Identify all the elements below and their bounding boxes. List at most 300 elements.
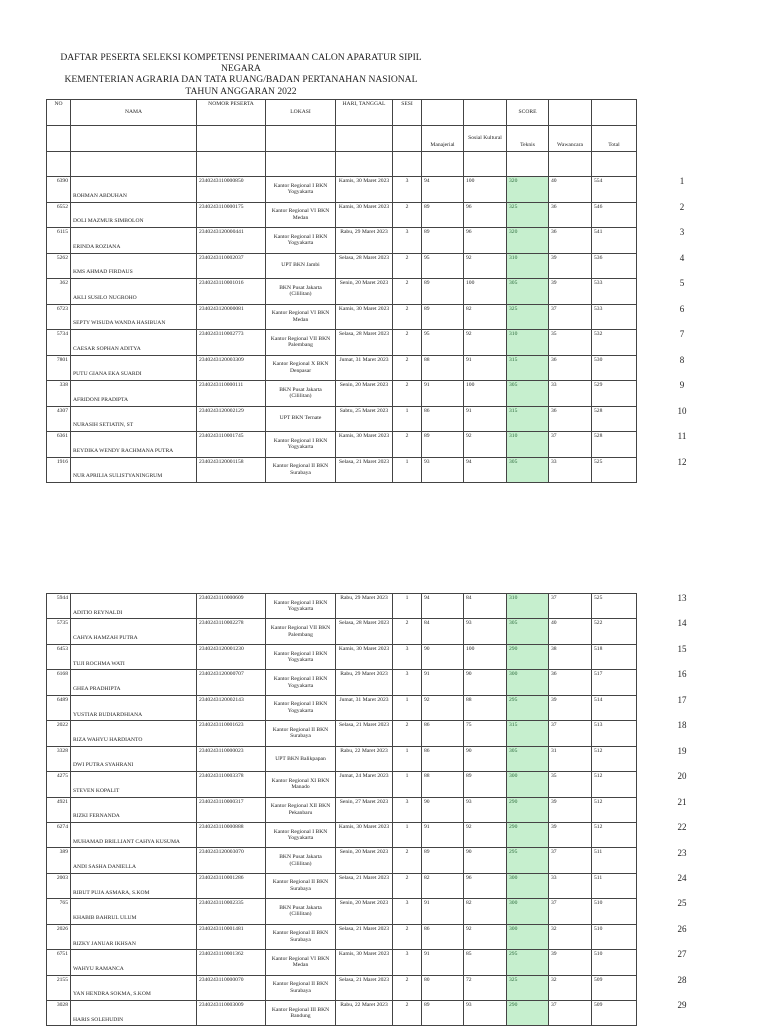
test-location: Kantor Regional I BKN Yogyakarta bbox=[266, 177, 336, 203]
table-row bbox=[47, 746, 637, 771]
score-total: 512 bbox=[592, 746, 637, 771]
score-teknis: 305 bbox=[507, 279, 549, 305]
participant-no: 6552 bbox=[47, 202, 71, 228]
score-total: 514 bbox=[592, 695, 637, 720]
test-location: BKN Pusat Jakarta (Cililitan) bbox=[266, 381, 336, 407]
participant-number: 2340243120002129 bbox=[197, 406, 266, 432]
score-wawancara: 40 bbox=[549, 619, 592, 644]
score-teknis: 300 bbox=[507, 772, 549, 797]
score-sosial-kultural: 100 bbox=[464, 381, 507, 407]
score-total: 512 bbox=[592, 797, 637, 822]
header-nomor-peserta: NOMOR PESERTA bbox=[197, 100, 266, 126]
score-manajerial: 89 bbox=[422, 1001, 464, 1026]
test-location: Kantor Regional I BKN Yogyakarta bbox=[266, 432, 336, 458]
test-date: Jumat, 24 Maret 2023 bbox=[336, 772, 393, 797]
participant-no: 4921 bbox=[47, 797, 71, 822]
test-session: 1 bbox=[393, 594, 422, 619]
score-manajerial: 84 bbox=[422, 619, 464, 644]
score-teknis: 300 bbox=[507, 924, 549, 949]
score-wawancara: 31 bbox=[549, 746, 592, 771]
participant-name: CAHYA HAMZAH PUTRA bbox=[71, 619, 197, 644]
participant-no: 6751 bbox=[47, 950, 71, 975]
table-row bbox=[47, 975, 637, 1000]
score-sosial-kultural: 89 bbox=[464, 772, 507, 797]
test-location: Kantor Regional X BKN Denpasar bbox=[266, 355, 336, 381]
participant-table-page-2 bbox=[46, 593, 637, 1026]
table-row bbox=[47, 177, 637, 203]
test-location: Kantor Regional II BKN Surabaya bbox=[266, 975, 336, 1000]
test-session: 2 bbox=[393, 975, 422, 1000]
participant-number: 2340243110001623 bbox=[197, 721, 266, 746]
participant-name: AFRIDONI PRADIPTA bbox=[71, 381, 197, 407]
participant-number: 2340243110003378 bbox=[197, 772, 266, 797]
score-sosial-kultural: 92 bbox=[464, 822, 507, 847]
score-teknis: 290 bbox=[507, 822, 549, 847]
score-total: 510 bbox=[592, 899, 637, 924]
score-wawancara: 37 bbox=[549, 1001, 592, 1026]
header-sosial-kultural: Sosial Kultural bbox=[464, 126, 507, 152]
participant-name: PUTU GIANA EKA SUARDI bbox=[71, 355, 197, 381]
participant-no: 4275 bbox=[47, 772, 71, 797]
score-sosial-kultural: 100 bbox=[464, 644, 507, 669]
table-row bbox=[47, 253, 637, 279]
test-location: UPT BKN Ternate bbox=[266, 406, 336, 432]
participant-number: 2340243110002278 bbox=[197, 619, 266, 644]
header-hari-tanggal: HARI, TANGGAL bbox=[336, 100, 393, 126]
score-wawancara: 33 bbox=[549, 381, 592, 407]
test-date: Kamis, 30 Maret 2023 bbox=[336, 432, 393, 458]
score-manajerial: 86 bbox=[422, 924, 464, 949]
test-session: 2 bbox=[393, 873, 422, 898]
score-teknis: 300 bbox=[507, 873, 549, 898]
test-date: Selasa, 28 Maret 2023 bbox=[336, 253, 393, 279]
table-row bbox=[47, 619, 637, 644]
score-total: 528 bbox=[592, 432, 637, 458]
score-sosial-kultural: 96 bbox=[464, 228, 507, 254]
test-location: BKN Pusat Jakarta (Cililitan) bbox=[266, 899, 336, 924]
table-row bbox=[47, 330, 637, 356]
participant-number: 2340243110002773 bbox=[197, 330, 266, 356]
test-session: 3 bbox=[393, 797, 422, 822]
participant-number: 2340243120003070 bbox=[197, 848, 266, 873]
table-row bbox=[47, 644, 637, 669]
test-session: 1 bbox=[393, 457, 422, 483]
score-total: 525 bbox=[592, 594, 637, 619]
score-wawancara: 33 bbox=[549, 457, 592, 483]
test-date: Senin, 20 Maret 2023 bbox=[336, 279, 393, 305]
test-date: Kamis, 30 Maret 2023 bbox=[336, 950, 393, 975]
participant-no: 3328 bbox=[47, 746, 71, 771]
test-date: Rabu, 29 Maret 2023 bbox=[336, 228, 393, 254]
score-sosial-kultural: 93 bbox=[464, 1001, 507, 1026]
header-lokasi: LOKASI bbox=[266, 100, 336, 126]
test-session: 2 bbox=[393, 304, 422, 330]
score-wawancara: 39 bbox=[549, 950, 592, 975]
test-session: 2 bbox=[393, 1001, 422, 1026]
score-teknis: 310 bbox=[507, 253, 549, 279]
score-teknis: 305 bbox=[507, 381, 549, 407]
participant-name: ROHMAN ABDUHAN bbox=[71, 177, 197, 203]
header-no: NO bbox=[47, 100, 71, 126]
test-session: 2 bbox=[393, 848, 422, 873]
table-row bbox=[47, 822, 637, 847]
score-sosial-kultural: 100 bbox=[464, 279, 507, 305]
test-session: 2 bbox=[393, 253, 422, 279]
rank-number: 10 bbox=[677, 405, 687, 416]
score-wawancara: 39 bbox=[549, 695, 592, 720]
test-location: Kantor Regional I BKN Yogyakarta bbox=[266, 670, 336, 695]
table-row bbox=[47, 873, 637, 898]
score-sosial-kultural: 92 bbox=[464, 432, 507, 458]
test-location: BKN Pusat Jakarta (Cililitan) bbox=[266, 848, 336, 873]
participant-name: KHABIB BAHRUL ULUM bbox=[71, 899, 197, 924]
participant-no: 5944 bbox=[47, 594, 71, 619]
rank-number: 23 bbox=[677, 847, 687, 858]
test-location: Kantor Regional VII BKN Palembang bbox=[266, 619, 336, 644]
score-sosial-kultural: 90 bbox=[464, 848, 507, 873]
score-teknis: 300 bbox=[507, 670, 549, 695]
test-session: 1 bbox=[393, 772, 422, 797]
table-row bbox=[47, 406, 637, 432]
header-score: SCORE bbox=[507, 100, 549, 126]
test-session: 1 bbox=[393, 695, 422, 720]
test-session: 2 bbox=[393, 381, 422, 407]
test-date: Selasa, 21 Maret 2023 bbox=[336, 873, 393, 898]
participant-no: 6723 bbox=[47, 304, 71, 330]
participant-no: 5262 bbox=[47, 253, 71, 279]
score-total: 513 bbox=[592, 721, 637, 746]
score-total: 509 bbox=[592, 1001, 637, 1026]
score-wawancara: 37 bbox=[549, 721, 592, 746]
rank-number: 22 bbox=[677, 822, 687, 833]
test-date: Selasa, 28 Maret 2023 bbox=[336, 619, 393, 644]
participant-number: 2340243120001230 bbox=[197, 644, 266, 669]
participant-name: DWI PUTRA SYAHRANI bbox=[71, 746, 197, 771]
participant-name: YAN HENDRA SOKMA, S.KOM bbox=[71, 975, 197, 1000]
score-manajerial: 95 bbox=[422, 253, 464, 279]
title-line-4: TAHUN ANGGARAN 2022 bbox=[185, 85, 297, 97]
score-sosial-kultural: 91 bbox=[464, 406, 507, 432]
score-total: 512 bbox=[592, 772, 637, 797]
score-manajerial: 91 bbox=[422, 899, 464, 924]
rank-number: 19 bbox=[677, 745, 687, 756]
rank-number: 13 bbox=[677, 593, 687, 603]
score-total: 511 bbox=[592, 873, 637, 898]
participant-name: REYDIKA WENDY RACHMANA PUTRA bbox=[71, 432, 197, 458]
participant-number: 2340243110001286 bbox=[197, 873, 266, 898]
score-manajerial: 89 bbox=[422, 228, 464, 254]
test-location: UPT BKN Jambi bbox=[266, 253, 336, 279]
test-location: Kantor Regional III BKN Bandung bbox=[266, 1001, 336, 1026]
test-session: 2 bbox=[393, 202, 422, 228]
participant-name: ERINDA ROZIANA bbox=[71, 228, 197, 254]
title-line-1: DAFTAR PESERTA SELEKSI KOMPETENSI PENERIMAAN CALON APARATUR SIPIL bbox=[60, 52, 422, 63]
score-teknis: 305 bbox=[507, 746, 549, 771]
score-total: 533 bbox=[592, 304, 637, 330]
test-date: Kamis, 30 Maret 2023 bbox=[336, 202, 393, 228]
score-teknis: 320 bbox=[507, 177, 549, 203]
participant-number: 2340243110001481 bbox=[197, 924, 266, 949]
test-date: Kamis, 30 Maret 2023 bbox=[336, 177, 393, 203]
test-location: Kantor Regional II BKN Surabaya bbox=[266, 873, 336, 898]
test-location: Kantor Regional II BKN Surabaya bbox=[266, 721, 336, 746]
header-row-3 bbox=[47, 152, 637, 177]
participant-no: 362 bbox=[47, 279, 71, 305]
rank-number: 9 bbox=[679, 380, 685, 390]
test-session: 2 bbox=[393, 355, 422, 381]
test-date: Senin, 20 Maret 2023 bbox=[336, 848, 393, 873]
participant-name: MUHAMAD BRILLIANT CAHYA KUSUMA bbox=[71, 822, 197, 847]
participant-name: AKLI SUSILO NUGROHO bbox=[71, 279, 197, 305]
test-date: Jumat, 31 Maret 2023 bbox=[336, 695, 393, 720]
score-teknis: 310 bbox=[507, 594, 549, 619]
document-title bbox=[46, 52, 436, 97]
table-row bbox=[47, 381, 637, 407]
participant-name: RIZA WAHYU HARDIANTO bbox=[71, 721, 197, 746]
test-location: Kantor Regional VI BKN Medan bbox=[266, 950, 336, 975]
participant-no: 6489 bbox=[47, 695, 71, 720]
table-row bbox=[47, 432, 637, 458]
table-row bbox=[47, 304, 637, 330]
score-manajerial: 95 bbox=[422, 330, 464, 356]
score-wawancara: 33 bbox=[549, 873, 592, 898]
participant-no: 2003 bbox=[47, 873, 71, 898]
score-total: 532 bbox=[592, 330, 637, 356]
test-session: 3 bbox=[393, 670, 422, 695]
participant-name: DOLI MAZMUR SIMBOLON bbox=[71, 202, 197, 228]
header-row-2 bbox=[47, 126, 637, 152]
score-wawancara: 36 bbox=[549, 355, 592, 381]
score-manajerial: 90 bbox=[422, 797, 464, 822]
score-total: 525 bbox=[592, 457, 637, 483]
score-wawancara: 37 bbox=[549, 304, 592, 330]
test-date: Senin, 27 Maret 2023 bbox=[336, 797, 393, 822]
table-row bbox=[47, 202, 637, 228]
participant-no: 5734 bbox=[47, 330, 71, 356]
table-row bbox=[47, 1001, 637, 1026]
test-date: Rabu, 22 Maret 2023 bbox=[336, 1001, 393, 1026]
participant-name: WAHYU RAMANCA bbox=[71, 950, 197, 975]
rank-number: 29 bbox=[677, 1000, 687, 1011]
score-sosial-kultural: 90 bbox=[464, 746, 507, 771]
score-manajerial: 82 bbox=[422, 873, 464, 898]
test-date: Kamis, 30 Maret 2023 bbox=[336, 304, 393, 330]
participant-name: ANDI SASHA DANIELLA bbox=[71, 848, 197, 873]
participant-no: 2155 bbox=[47, 975, 71, 1000]
test-session: 3 bbox=[393, 899, 422, 924]
score-teknis: 305 bbox=[507, 457, 549, 483]
participant-number: 2340243120003309 bbox=[197, 355, 266, 381]
score-wawancara: 38 bbox=[549, 644, 592, 669]
rank-number: 7 bbox=[679, 329, 685, 339]
participant-name: CAESAR SOPHAN ADITYA bbox=[71, 330, 197, 356]
score-total: 509 bbox=[592, 975, 637, 1000]
score-total: 530 bbox=[592, 355, 637, 381]
participant-number: 2340243110002335 bbox=[197, 899, 266, 924]
test-location: Kantor Regional II BKN Surabaya bbox=[266, 924, 336, 949]
test-session: 2 bbox=[393, 279, 422, 305]
score-sosial-kultural: 72 bbox=[464, 975, 507, 1000]
score-sosial-kultural: 75 bbox=[464, 721, 507, 746]
score-total: 533 bbox=[592, 279, 637, 305]
score-manajerial: 88 bbox=[422, 355, 464, 381]
participant-no: 338 bbox=[47, 381, 71, 407]
rank-number: 15 bbox=[677, 643, 687, 654]
participant-name: RIBUT PUJA ASMARA, S.KOM bbox=[71, 873, 197, 898]
title-line-3: KEMENTERIAN AGRARIA DAN TATA RUANG/BADAN PERTANAHAN NASIONAL bbox=[64, 74, 418, 86]
score-teknis: 325 bbox=[507, 304, 549, 330]
score-sosial-kultural: 91 bbox=[464, 355, 507, 381]
participant-number: 2340243110003009 bbox=[197, 1001, 266, 1026]
participant-name: KMS AHMAD FIRDAUS bbox=[71, 253, 197, 279]
participant-number: 2340243110000609 bbox=[197, 594, 266, 619]
score-teknis: 290 bbox=[507, 1001, 549, 1026]
participant-name: RIZKY JANUAR IKHSAN bbox=[71, 924, 197, 949]
score-manajerial: 93 bbox=[422, 457, 464, 483]
test-session: 2 bbox=[393, 619, 422, 644]
score-sosial-kultural: 82 bbox=[464, 899, 507, 924]
score-teknis: 305 bbox=[507, 619, 549, 644]
score-manajerial: 91 bbox=[422, 670, 464, 695]
test-location: Kantor Regional VII BKN Palembang bbox=[266, 330, 336, 356]
score-wawancara: 36 bbox=[549, 202, 592, 228]
participant-no: 6115 bbox=[47, 228, 71, 254]
rank-number: 24 bbox=[677, 872, 687, 883]
score-sosial-kultural: 92 bbox=[464, 253, 507, 279]
score-sosial-kultural: 93 bbox=[464, 797, 507, 822]
participant-name: TUJI ROCHMA WATI bbox=[71, 644, 197, 669]
table-row bbox=[47, 899, 637, 924]
test-session: 1 bbox=[393, 406, 422, 432]
score-total: 517 bbox=[592, 670, 637, 695]
score-manajerial: 86 bbox=[422, 746, 464, 771]
score-total: 536 bbox=[592, 253, 637, 279]
participant-number: 2340243110000023 bbox=[197, 746, 266, 771]
score-total: 511 bbox=[592, 848, 637, 873]
score-manajerial: 89 bbox=[422, 202, 464, 228]
score-teknis: 325 bbox=[507, 202, 549, 228]
rank-number: 28 bbox=[677, 974, 687, 985]
score-total: 510 bbox=[592, 924, 637, 949]
participant-name: NUR APRILIA SULISTYANINGRUM bbox=[71, 457, 197, 483]
participant-name: STEVEN KOPALIT bbox=[71, 772, 197, 797]
participant-name: RIZKI FERNANDA bbox=[71, 797, 197, 822]
score-total: 522 bbox=[592, 619, 637, 644]
test-date: Selasa, 21 Maret 2023 bbox=[336, 924, 393, 949]
participant-number: 2340243120001158 bbox=[197, 457, 266, 483]
score-manajerial: 89 bbox=[422, 848, 464, 873]
rank-number: 25 bbox=[677, 898, 687, 909]
participant-name: HARIS SOLEHUDIN bbox=[71, 1001, 197, 1026]
rank-number: 17 bbox=[677, 694, 687, 705]
score-total: 554 bbox=[592, 177, 637, 203]
score-sosial-kultural: 94 bbox=[464, 457, 507, 483]
participant-number: 2340243110000175 bbox=[197, 202, 266, 228]
rank-number: 3 bbox=[679, 227, 685, 237]
table-row bbox=[47, 355, 637, 381]
participant-number: 2340243120000707 bbox=[197, 670, 266, 695]
score-sosial-kultural: 85 bbox=[464, 950, 507, 975]
score-total: 528 bbox=[592, 406, 637, 432]
score-wawancara: 39 bbox=[549, 797, 592, 822]
test-location: Kantor Regional I BKN Yogyakarta bbox=[266, 594, 336, 619]
participant-no: 5735 bbox=[47, 619, 71, 644]
score-manajerial: 91 bbox=[422, 950, 464, 975]
participant-number: 2340243110001362 bbox=[197, 950, 266, 975]
table-row bbox=[47, 924, 637, 949]
participant-number: 2340243120002143 bbox=[197, 695, 266, 720]
test-session: 1 bbox=[393, 746, 422, 771]
score-manajerial: 94 bbox=[422, 177, 464, 203]
score-wawancara: 37 bbox=[549, 899, 592, 924]
rank-number: 2 bbox=[679, 201, 685, 212]
score-teknis: 290 bbox=[507, 644, 549, 669]
participant-no: 6361 bbox=[47, 432, 71, 458]
test-location: Kantor Regional VI BKN Medan bbox=[266, 304, 336, 330]
score-wawancara: 32 bbox=[549, 924, 592, 949]
test-date: Kamis, 30 Maret 2023 bbox=[336, 644, 393, 669]
score-teknis: 290 bbox=[507, 797, 549, 822]
participant-number: 2340243110001016 bbox=[197, 279, 266, 305]
score-wawancara: 39 bbox=[549, 279, 592, 305]
score-teknis: 310 bbox=[507, 330, 549, 356]
score-sosial-kultural: 92 bbox=[464, 924, 507, 949]
rank-number: 6 bbox=[679, 303, 685, 314]
score-manajerial: 80 bbox=[422, 975, 464, 1000]
score-wawancara: 37 bbox=[549, 432, 592, 458]
test-date: Rabu, 29 Maret 2023 bbox=[336, 670, 393, 695]
participant-number: 2340243110001745 bbox=[197, 432, 266, 458]
test-session: 2 bbox=[393, 721, 422, 746]
table-row bbox=[47, 457, 637, 483]
score-manajerial: 88 bbox=[422, 772, 464, 797]
score-wawancara: 36 bbox=[549, 228, 592, 254]
header-manajerial: Manajerial bbox=[422, 126, 464, 152]
score-sosial-kultural: 96 bbox=[464, 202, 507, 228]
rank-number: 4 bbox=[679, 252, 685, 263]
score-sosial-kultural: 92 bbox=[464, 330, 507, 356]
header-sesi: SESI bbox=[393, 100, 422, 126]
rank-number: 18 bbox=[677, 720, 687, 731]
score-manajerial: 89 bbox=[422, 304, 464, 330]
score-wawancara: 39 bbox=[549, 822, 592, 847]
score-teknis: 295 bbox=[507, 950, 549, 975]
score-wawancara: 37 bbox=[549, 848, 592, 873]
participant-number: 2340243120000441 bbox=[197, 228, 266, 254]
score-total: 510 bbox=[592, 950, 637, 975]
score-teknis: 310 bbox=[507, 432, 549, 458]
score-total: 546 bbox=[592, 202, 637, 228]
participant-no: 2026 bbox=[47, 924, 71, 949]
header-teknis: Teknis bbox=[507, 126, 549, 152]
score-total: 529 bbox=[592, 381, 637, 407]
header-wawancara: Wawancara bbox=[549, 126, 592, 152]
score-wawancara: 36 bbox=[549, 406, 592, 432]
header-nama: NAMA bbox=[71, 100, 197, 126]
table-row bbox=[47, 279, 637, 305]
participant-number: 2340243110000317 bbox=[197, 797, 266, 822]
score-manajerial: 94 bbox=[422, 594, 464, 619]
score-wawancara: 37 bbox=[549, 594, 592, 619]
participant-no: 6168 bbox=[47, 670, 71, 695]
score-sosial-kultural: 88 bbox=[464, 695, 507, 720]
test-location: Kantor Regional XI BKN Manado bbox=[266, 772, 336, 797]
score-sosial-kultural: 84 bbox=[464, 594, 507, 619]
test-location: Kantor Regional II BKN Surabaya bbox=[266, 457, 336, 483]
participant-no: 6453 bbox=[47, 644, 71, 669]
rank-number: 8 bbox=[679, 354, 685, 365]
score-teknis: 295 bbox=[507, 848, 549, 873]
